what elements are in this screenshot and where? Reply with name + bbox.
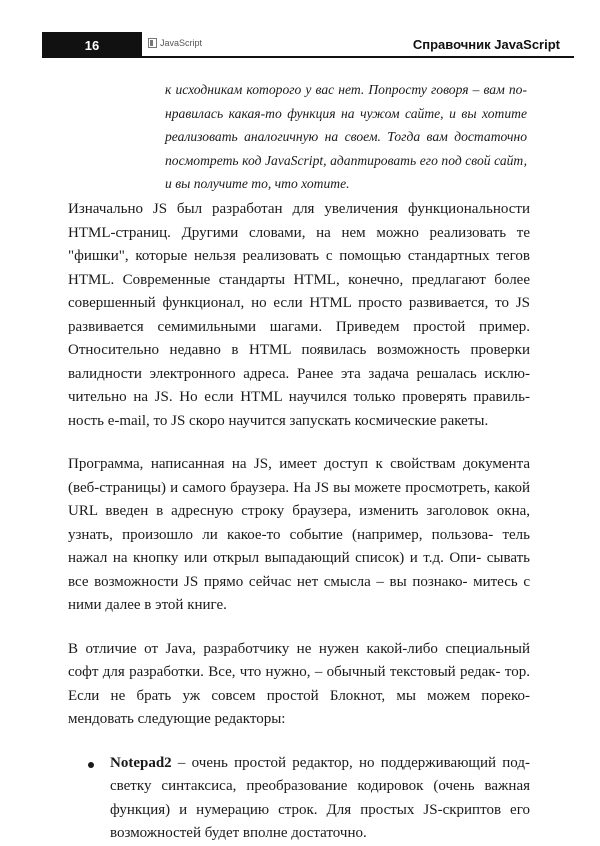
text-line: к исходникам которого у вас нет. Попросту говоря – вам по- [165, 82, 527, 97]
paragraph-2 [68, 453, 530, 618]
text-line: JS развивается семимильными шагами. Приведем простой пример. [68, 295, 530, 335]
text-line: ность e-mail, то JS скоро научится запускать космические ракеты. [68, 412, 489, 429]
text-line: Изначально JS был разработан для увеличения функциональности [68, 201, 530, 217]
book-title: Справочник JavaScript [412, 37, 560, 52]
text-line: софт для разработки. Все, что нужно, – обычный текстовый редак- [68, 664, 501, 680]
text-line: (веб-страницы) и самого браузера. На JS вы можете просмотреть, [68, 479, 491, 496]
text-line: тель нажал на кнопку или открыл выпадающий список) и т.д. Опи- [68, 526, 530, 566]
text-line: возможностей будет вполне достаточно. [110, 825, 367, 841]
text-line: светку синтаксиса, преобразование кодировок (очень важная [110, 778, 530, 794]
editor-list [68, 752, 530, 846]
text-line: HTML-страниц. Другими словами, на нем можно реализовать те [68, 224, 530, 241]
text-line: Программа, написанная на JS, имеет доступ к свойствам документа [68, 456, 530, 472]
text-line: реализовать аналогичную на своем. Тогда вам достаточно [165, 129, 527, 144]
text-line: мендовать следующие редакторы: [68, 711, 286, 727]
text-line: функция) и нумерацию строк. Для простых JS-скриптов его [110, 801, 530, 818]
text-line: нравилась какая-то функция на чужом сайте, и вы хотите [165, 105, 527, 121]
page-number: 16 [42, 32, 142, 58]
javascript-logo-icon [148, 38, 157, 48]
text-line: – очень простой редактор, но поддерживающий под- [171, 754, 530, 771]
list-item-term: Notepad2 [110, 754, 172, 771]
text-line: сывать все возможности JS прямо сейчас нет смысла – вы познако- [68, 550, 530, 590]
text-line: окна, узнать, произошло ли какое-то событие (например, пользова- [68, 503, 531, 543]
text-line: митесь с ними далее в этой книге. [68, 573, 530, 613]
running-head-logo-text: JavaScript [160, 38, 203, 48]
text-line: Относительно недавно в HTML появилась возможность проверки [68, 342, 530, 358]
text-line: какой URL введен в адресную строку браузера, изменить заголовок [68, 479, 531, 519]
italic-excerpt [165, 78, 527, 196]
text-line: совершенный функционал, но если HTML просто развивается, то [68, 295, 509, 311]
text-line: и вы получите то, что хотите. [165, 176, 350, 191]
italic-excerpt-paragraph [165, 78, 527, 196]
text-line: посмотреть код JavaScript, адаптировать его под свой сайт, [165, 152, 527, 168]
text-line: В отличие от Java, разработчику не нужен какой-либо специальный [68, 640, 530, 657]
text-line: "фишки", которые нельзя реализовать с помощью стандартных тегов [68, 248, 530, 264]
paragraph-3 [68, 638, 530, 732]
list-item [68, 752, 530, 846]
text-line: валидности электронного адреса. Ранее эта задача решалась исклю- [68, 365, 530, 382]
body-text [68, 198, 530, 846]
page-header [42, 32, 574, 58]
text-line: тор. Если не брать уж совсем простой Блокнот, мы можем порeко- [68, 664, 530, 704]
running-head-logo [148, 38, 202, 48]
paragraph-1 [68, 198, 530, 433]
text-line: чительно на JS. Но если HTML научился только проверять правиль- [68, 389, 530, 405]
header-rule [142, 56, 574, 58]
text-line: HTML. Современные стандарты HTML, конечно, предлагают более [68, 271, 530, 288]
bullet-icon [88, 762, 94, 768]
